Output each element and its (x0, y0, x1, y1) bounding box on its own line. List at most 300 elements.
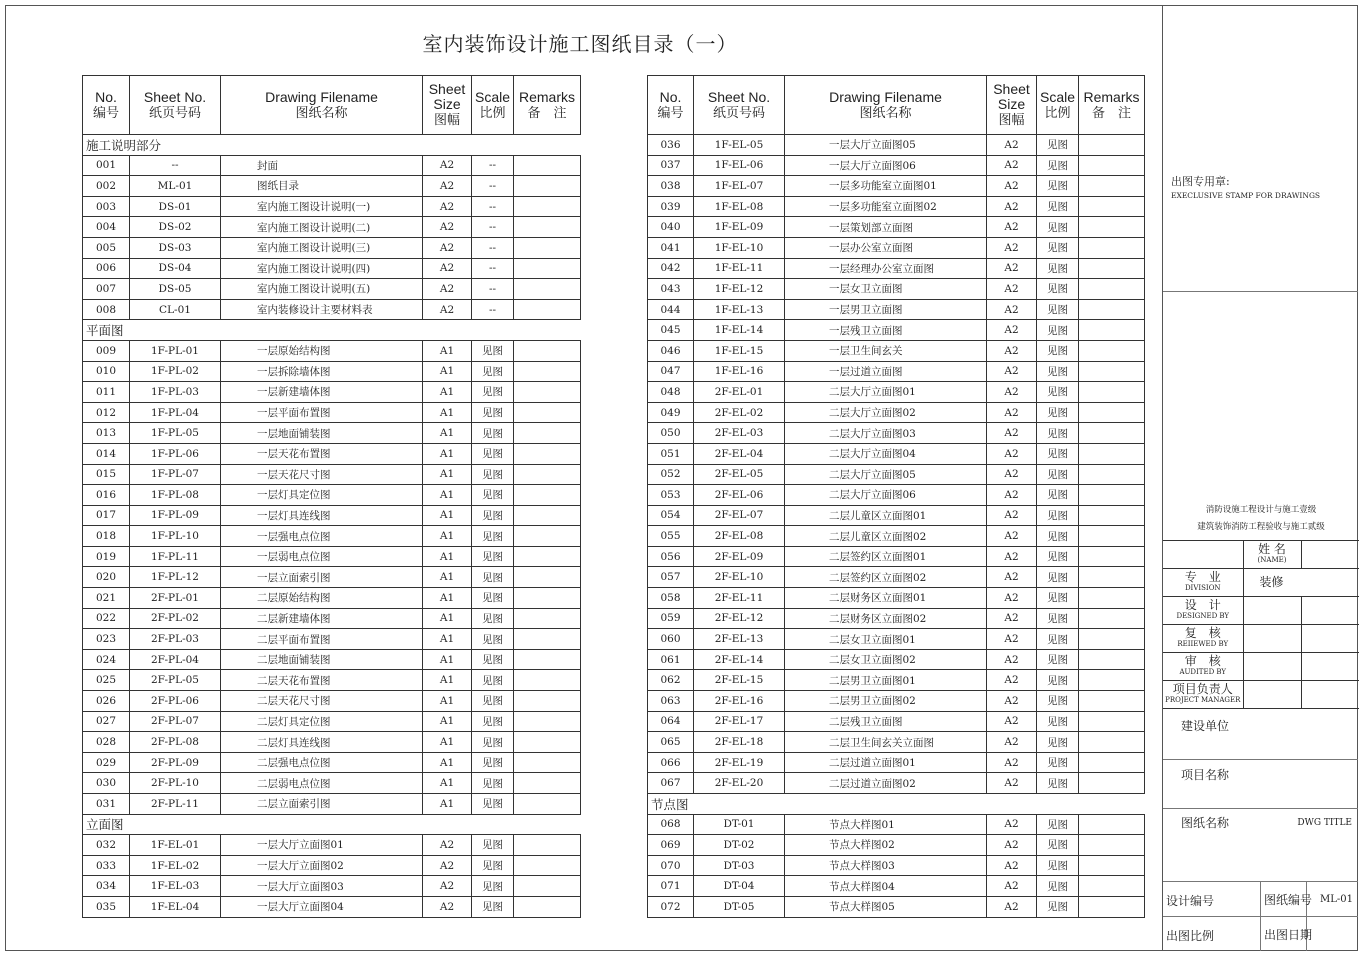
cell-filename: 二层强电点位图 (221, 752, 423, 773)
cell-remarks (514, 546, 581, 567)
table-row (648, 526, 1145, 547)
cell-filename: 二层原始结构图 (221, 588, 423, 609)
cell-no: 071 (648, 876, 694, 897)
cell-remarks (1079, 588, 1145, 609)
table-row (83, 752, 581, 773)
cell-remarks (1079, 773, 1145, 794)
cell-no: 010 (83, 361, 130, 382)
audited-label: 审 核 AUDITED BY (1163, 653, 1243, 681)
cell-no: 032 (83, 835, 130, 856)
table-row (648, 361, 1145, 382)
cell-no: 035 (83, 896, 130, 917)
cell-scale: 见图 (472, 691, 514, 712)
table-row (648, 773, 1145, 794)
cell-scale: 见图 (1037, 361, 1079, 382)
cell-sheet-no: DS-02 (130, 217, 221, 238)
cell-filename: 二层财务区立面图01 (785, 588, 987, 609)
cell-scale: 见图 (1037, 299, 1079, 320)
cell-no: 051 (648, 443, 694, 464)
cell-scale: 见图 (472, 464, 514, 485)
cell-remarks (1079, 567, 1145, 588)
table-row (648, 752, 1145, 773)
cell-scale: 见图 (1037, 773, 1079, 794)
cell-sheet-no: 1F-PL-06 (130, 443, 221, 464)
cell-sheet-no: 1F-PL-01 (130, 340, 221, 361)
cell-scale: 见图 (472, 896, 514, 917)
cell-remarks (514, 608, 581, 629)
cell-no: 027 (83, 711, 130, 732)
cell-scale: 见图 (1037, 855, 1079, 876)
table-row (83, 526, 581, 547)
cell-filename: 二层大厅立面图05 (785, 464, 987, 485)
cell-filename: 节点大样图01 (785, 814, 987, 835)
cell-remarks (1079, 732, 1145, 753)
cell-sheet-no: 2F-EL-15 (694, 670, 785, 691)
cell-filename: 节点大样图04 (785, 876, 987, 897)
cell-filename: 二层卫生间玄关立面图 (785, 732, 987, 753)
cell-size: A2 (987, 711, 1037, 732)
cell-scale: 见图 (472, 567, 514, 588)
cell-no: 064 (648, 711, 694, 732)
cell-filename: 二层男卫立面图02 (785, 691, 987, 712)
cell-scale: 见图 (1037, 320, 1079, 341)
cell-size: A2 (423, 217, 472, 238)
cell-remarks (514, 340, 581, 361)
cell-filename: 二层弱电点位图 (221, 773, 423, 794)
cell-no: 018 (83, 526, 130, 547)
cell-filename: 室内施工图设计说明(一) (221, 196, 423, 217)
cell-size: A2 (987, 464, 1037, 485)
cell-scale: 见图 (1037, 505, 1079, 526)
table-row (83, 299, 581, 320)
cell-size: A1 (423, 629, 472, 650)
cell-filename: 二层立面索引图 (221, 794, 423, 815)
cell-scale: 见图 (1037, 732, 1079, 753)
cell-remarks (1079, 629, 1145, 650)
section-header-row (83, 135, 581, 156)
cell-remarks (1079, 670, 1145, 691)
cell-filename: 一层经理办公室立面图 (785, 258, 987, 279)
divider (1163, 808, 1358, 809)
table-row (648, 567, 1145, 588)
section-title: 施工说明部分 (83, 135, 221, 156)
divider (1163, 916, 1358, 917)
cell-sheet-no: 1F-PL-05 (130, 423, 221, 444)
cell-filename: 二层过道立面图02 (785, 773, 987, 794)
cell-filename: 二层过道立面图01 (785, 752, 987, 773)
table-row (83, 402, 581, 423)
cell-remarks (1079, 814, 1145, 835)
cell-no: 016 (83, 485, 130, 506)
cell-size: A1 (423, 464, 472, 485)
cell-remarks (514, 279, 581, 300)
cell-remarks (1079, 217, 1145, 238)
cell-filename: 二层女卫立面图01 (785, 629, 987, 650)
cell-size: A1 (423, 485, 472, 506)
cell-size: A2 (987, 752, 1037, 773)
cell-size: A2 (987, 258, 1037, 279)
cell-no: 041 (648, 237, 694, 258)
cell-size: A1 (423, 711, 472, 732)
cell-scale: 见图 (1037, 896, 1079, 917)
cell-filename: 二层大厅立面图01 (785, 382, 987, 403)
cell-no: 026 (83, 691, 130, 712)
cell-remarks (1079, 340, 1145, 361)
cell-filename: 二层天花布置图 (221, 670, 423, 691)
cell-scale: 见图 (472, 382, 514, 403)
table-row (648, 814, 1145, 835)
dwg-title-en: DWG TITLE (1297, 818, 1352, 828)
table-row (83, 608, 581, 629)
cell-scale: 见图 (1037, 258, 1079, 279)
cell-sheet-no: 2F-PL-08 (130, 732, 221, 753)
cell-filename: 二层财务区立面图02 (785, 608, 987, 629)
cell-no: 062 (648, 670, 694, 691)
cell-size: A2 (987, 217, 1037, 238)
cell-no: 042 (648, 258, 694, 279)
table-row (648, 155, 1145, 176)
cell-scale: 见图 (1037, 196, 1079, 217)
cell-size: A2 (423, 855, 472, 876)
section-header-row (648, 794, 1145, 815)
cell-sheet-no: 1F-EL-02 (130, 855, 221, 876)
cell-sheet-no: DT-01 (694, 814, 785, 835)
cell-sheet-no: 2F-PL-09 (130, 752, 221, 773)
cell-sheet-no: 2F-EL-16 (694, 691, 785, 712)
cell-remarks (514, 155, 581, 176)
cell-remarks (514, 691, 581, 712)
cell-scale: 见图 (1037, 155, 1079, 176)
cell-no: 066 (648, 752, 694, 773)
cell-no: 059 (648, 608, 694, 629)
header-remarks: Remarks 备 注 (514, 76, 581, 135)
cell-size: A2 (987, 896, 1037, 917)
cell-filename: 二层男卫立面图01 (785, 670, 987, 691)
cell-sheet-no: DS-01 (130, 196, 221, 217)
cell-remarks (514, 670, 581, 691)
cell-remarks (514, 361, 581, 382)
cell-no: 044 (648, 299, 694, 320)
cell-sheet-no: 1F-EL-07 (694, 176, 785, 197)
cell-size: A1 (423, 588, 472, 609)
cell-sheet-no: 1F-PL-11 (130, 546, 221, 567)
cell-filename: 二层签约区立面图01 (785, 546, 987, 567)
table-row (83, 773, 581, 794)
table-row (83, 732, 581, 753)
cell-filename: 二层灯具连线图 (221, 732, 423, 753)
cell-remarks (514, 464, 581, 485)
cell-size: A2 (987, 835, 1037, 856)
cell-remarks (514, 629, 581, 650)
cell-size: A1 (423, 505, 472, 526)
cell-size: A2 (987, 279, 1037, 300)
cell-sheet-no: 1F-PL-02 (130, 361, 221, 382)
section-title: 节点图 (648, 794, 785, 815)
cell-size: A2 (987, 588, 1037, 609)
cell-remarks (1079, 649, 1145, 670)
table-row (648, 237, 1145, 258)
cell-size: A2 (987, 608, 1037, 629)
cell-filename: 二层大厅立面图03 (785, 423, 987, 444)
cell-sheet-no: 2F-PL-11 (130, 794, 221, 815)
table-row (648, 732, 1145, 753)
cell-size: A2 (423, 237, 472, 258)
header-remarks: Remarks 备 注 (1079, 76, 1145, 135)
project-name-label: 项目名称 (1181, 768, 1230, 782)
cell-filename: 二层儿童区立面图01 (785, 505, 987, 526)
cell-filename: 室内施工图设计说明(四) (221, 258, 423, 279)
table-row (83, 711, 581, 732)
cell-scale: -- (472, 258, 514, 279)
cell-filename: 一层大厅立面图02 (221, 855, 423, 876)
cell-scale: 见图 (1037, 546, 1079, 567)
table-row (83, 382, 581, 403)
cell-sheet-no: DT-03 (694, 855, 785, 876)
table-row (83, 896, 581, 917)
table-row (83, 876, 581, 897)
cell-filename: 节点大样图03 (785, 855, 987, 876)
table-row (648, 691, 1145, 712)
cell-sheet-no: 1F-EL-06 (694, 155, 785, 176)
cell-no: 040 (648, 217, 694, 238)
cell-scale: 见图 (472, 835, 514, 856)
dwg-no-label: 图纸编号 (1264, 893, 1313, 907)
cell-sheet-no: 2F-PL-01 (130, 588, 221, 609)
cell-sheet-no: 2F-EL-11 (694, 588, 785, 609)
cell-remarks (1079, 526, 1145, 547)
cell-size: A1 (423, 608, 472, 629)
signature-grid (1163, 540, 1359, 709)
designed-label: 设 计 DESIGNED BY (1163, 597, 1243, 625)
cell-remarks (514, 794, 581, 815)
cell-size: A2 (987, 155, 1037, 176)
cell-sheet-no: 2F-EL-18 (694, 732, 785, 753)
cell-filename: 一层立面索引图 (221, 567, 423, 588)
scale-label: 出图比例 (1166, 929, 1215, 943)
cell-size: A1 (423, 361, 472, 382)
table-row (83, 567, 581, 588)
title-block (1162, 5, 1358, 951)
page-title: 室内装饰设计施工图纸目录（一） (422, 32, 738, 56)
cell-scale: 见图 (1037, 608, 1079, 629)
cell-filename: 一层灯具连线图 (221, 505, 423, 526)
cell-size: A2 (987, 237, 1037, 258)
cell-remarks (514, 505, 581, 526)
cell-size: A1 (423, 546, 472, 567)
cell-scale: -- (472, 299, 514, 320)
cell-size: A1 (423, 794, 472, 815)
cell-remarks (514, 588, 581, 609)
cell-filename: 一层大厅立面图06 (785, 155, 987, 176)
cell-scale: 见图 (1037, 402, 1079, 423)
cell-remarks (514, 237, 581, 258)
cell-no: 015 (83, 464, 130, 485)
cell-size: A2 (987, 876, 1037, 897)
date-label: 出图日期 (1264, 928, 1313, 942)
cell-no: 057 (648, 567, 694, 588)
cell-no: 046 (648, 340, 694, 361)
cell-no: 034 (83, 876, 130, 897)
cell-no: 022 (83, 608, 130, 629)
client-label: 建设单位 (1181, 719, 1230, 733)
cell-remarks (514, 196, 581, 217)
cell-remarks (514, 299, 581, 320)
table-row (83, 340, 581, 361)
cell-remarks (514, 382, 581, 403)
cell-remarks (514, 855, 581, 876)
cell-sheet-no: 1F-PL-07 (130, 464, 221, 485)
cell-size: A2 (987, 382, 1037, 403)
cell-size: A2 (987, 649, 1037, 670)
cell-filename: 一层策划部立面图 (785, 217, 987, 238)
cell-size: A2 (423, 258, 472, 279)
cell-no: 005 (83, 237, 130, 258)
cell-filename: 一层天花布置图 (221, 443, 423, 464)
cell-filename: 室内施工图设计说明(五) (221, 279, 423, 300)
cell-no: 047 (648, 361, 694, 382)
cell-scale: -- (472, 217, 514, 238)
cell-scale: 见图 (1037, 691, 1079, 712)
cell-scale: 见图 (1037, 752, 1079, 773)
cell-no: 030 (83, 773, 130, 794)
cell-no: 021 (83, 588, 130, 609)
cell-scale: 见图 (1037, 835, 1079, 856)
cell-no: 067 (648, 773, 694, 794)
table-row (83, 649, 581, 670)
cell-scale: 见图 (472, 711, 514, 732)
cell-scale: -- (472, 237, 514, 258)
cell-filename: 一层大厅立面图03 (221, 876, 423, 897)
cell-remarks (1079, 691, 1145, 712)
cell-remarks (514, 876, 581, 897)
cell-remarks (1079, 896, 1145, 917)
cell-remarks (1079, 402, 1145, 423)
cell-filename: 二层平面布置图 (221, 629, 423, 650)
drawing-index-table-left (82, 75, 581, 918)
cell-no: 004 (83, 217, 130, 238)
cell-remarks (514, 423, 581, 444)
cell-scale: 见图 (472, 649, 514, 670)
cell-remarks (514, 649, 581, 670)
cell-filename: 一层大厅立面图04 (221, 896, 423, 917)
name-header: 姓 名 (NAME) (1243, 541, 1301, 569)
cell-filename: 一层男卫立面图 (785, 299, 987, 320)
cell-filename: 二层签约区立面图02 (785, 567, 987, 588)
table-row (648, 135, 1145, 156)
cell-size: A2 (987, 505, 1037, 526)
cell-remarks (514, 752, 581, 773)
cell-scale: 见图 (1037, 340, 1079, 361)
section-title: 平面图 (83, 320, 221, 341)
header-scale: Scale 比例 (472, 76, 514, 135)
cell-scale: 见图 (472, 794, 514, 815)
table-row (648, 423, 1145, 444)
cell-size: A1 (423, 423, 472, 444)
cell-sheet-no: 1F-EL-11 (694, 258, 785, 279)
cell-remarks (514, 217, 581, 238)
cell-size: A2 (423, 155, 472, 176)
cell-size: A2 (987, 196, 1037, 217)
table-row (648, 402, 1145, 423)
cell-filename: 一层新建墙体图 (221, 382, 423, 403)
cell-sheet-no: 1F-PL-09 (130, 505, 221, 526)
cell-scale: 见图 (472, 505, 514, 526)
table-row (648, 588, 1145, 609)
cell-scale: 见图 (1037, 443, 1079, 464)
cell-sheet-no: 2F-EL-06 (694, 485, 785, 506)
table-row (83, 361, 581, 382)
cell-scale: 见图 (1037, 464, 1079, 485)
table-row (648, 299, 1145, 320)
cell-filename: 一层灯具定位图 (221, 485, 423, 506)
cell-no: 054 (648, 505, 694, 526)
cell-remarks (1079, 196, 1145, 217)
cell-sheet-no: 2F-EL-01 (694, 382, 785, 403)
table-row (83, 629, 581, 650)
project-manager-label: 项目负责人 PROJECT MANAGER (1163, 681, 1243, 709)
cell-sheet-no: 2F-PL-02 (130, 608, 221, 629)
cell-remarks (1079, 608, 1145, 629)
cell-scale: 见图 (1037, 588, 1079, 609)
cell-size: A1 (423, 402, 472, 423)
cell-remarks (1079, 176, 1145, 197)
cert-line-1: 消防设施工程设计与施工壹级 (1205, 505, 1317, 515)
cell-filename: 一层大厅立面图05 (785, 135, 987, 156)
cell-sheet-no: 2F-EL-07 (694, 505, 785, 526)
cell-size: A2 (987, 423, 1037, 444)
cell-remarks (1079, 711, 1145, 732)
cell-sheet-no: DT-02 (694, 835, 785, 856)
cell-sheet-no: 2F-PL-07 (130, 711, 221, 732)
cell-sheet-no: 2F-EL-09 (694, 546, 785, 567)
cell-filename: 二层灯具定位图 (221, 711, 423, 732)
cell-no: 017 (83, 505, 130, 526)
header-size: Sheet Size 图幅 (423, 76, 472, 135)
cell-scale: 见图 (472, 340, 514, 361)
cell-sheet-no: DS-05 (130, 279, 221, 300)
cell-remarks (514, 443, 581, 464)
cell-filename: 一层强电点位图 (221, 526, 423, 547)
cell-scale: 见图 (472, 361, 514, 382)
table-row (648, 608, 1145, 629)
cell-sheet-no: 1F-PL-10 (130, 526, 221, 547)
cell-filename: 一层过道立面图 (785, 361, 987, 382)
cell-filename: 室内施工图设计说明(二) (221, 217, 423, 238)
cell-scale: 见图 (1037, 567, 1079, 588)
cell-sheet-no: CL-01 (130, 299, 221, 320)
cell-no: 072 (648, 896, 694, 917)
table-row (83, 279, 581, 300)
cell-size: A1 (423, 526, 472, 547)
header-filename: Drawing Filename 图纸名称 (221, 76, 423, 135)
cell-remarks (1079, 546, 1145, 567)
cell-sheet-no: -- (130, 155, 221, 176)
cell-no: 031 (83, 794, 130, 815)
cell-scale: 见图 (472, 876, 514, 897)
cell-size: A2 (987, 855, 1037, 876)
table-row (83, 423, 581, 444)
cell-no: 070 (648, 855, 694, 876)
cell-remarks (1079, 464, 1145, 485)
cell-filename: 二层天花尺寸图 (221, 691, 423, 712)
division-value: 装修 (1243, 569, 1359, 597)
cell-sheet-no: 1F-EL-08 (694, 196, 785, 217)
cell-remarks (514, 711, 581, 732)
cell-no: 056 (648, 546, 694, 567)
cell-no: 014 (83, 443, 130, 464)
cell-scale: 见图 (1037, 382, 1079, 403)
cell-filename: 一层天花尺寸图 (221, 464, 423, 485)
